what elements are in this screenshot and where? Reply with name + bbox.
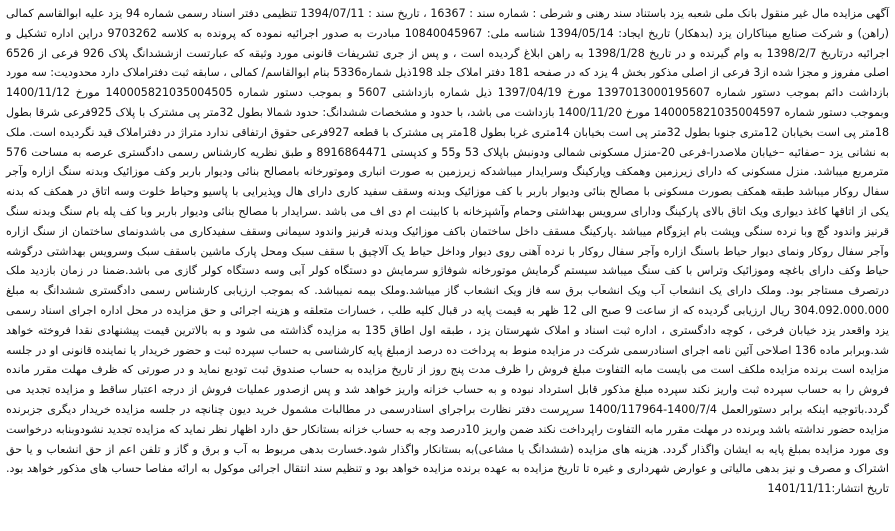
auction-notice-text: آگهی مزایده مال غیر منقول بانک ملی شعبه یزد باستناد سند رهنی و شرطی : شماره سند : 16367 ، تاریخ سند : 1394/07/11 تنظیمی دفتر اسناد رسمی شماره 94 یزد علیه ابوالقاسم کمالی (راهن) و شرکت صنایع میناکاران یزد (بدهکار) تاریخ ایجاد: 1394/05/14 شناسه ملی: 10840045967 مبادرت به صدور اجرائیه نموده که پرونده به کلاسه 9703262 دراین اداره تشکیل و اجرائیه درتاریخ 1398/2/7 به وام گیرنده و در تاریخ 1398/1/28 به راهن ابلاغ گردیده است ، و پس از جری تشریفات قانونی مورد وثیقه که عبارتست ازششدانگ پلاک 926 فرعی از 6526 اصلی مفروز و مجزا شده از3 فرعی از اصلی مذکور بخش 4 یزد که در صفحه 181 دفتر املاک جلد 198ذیل شماره5336 بنام ابوالقاسم/ کمالی ، سابقه ثبت دفتراملاک دارد محدودیت: سه مورد بازداشت دائم بموجب دستور شماره 1397013000195607 مورخ 1397/04/19 ذیل شماره بازداشتی 5607 و بموجب دستور شماره 140005821035004505 مورخ 1400/11/12 وبموجب دستور شماره 140005821035004597 مورخ 1400/11/20 بازداشت می باشد، با حدود و مشخصات ششدانگ: حدود شمالا بطول 32متر پی مشترک با پلاک 925فرعی شرقا بطول 18متر پی است بخیابان 12متری جنوبا بطول 32متر پی است بخیابان 14متری غربا بطول 18متر پی مشترک با قطعه 927فرعی حقوق ارتفاقی ندارد متراژ در دفتراملاک قید نگردیده است. ملک به نشانی یزد –صفائیه –خیابان ملاصدرا-فرعی 20-منزل مسکونی شمالی ودونبش باپلاک 53 و55 و کدپستی 8916864471 و طبق نظریه کارشناس رسمی دادگستری عرصه به مساحت 576 مترمربع میباشد. منزل مسکونی که دارای زیرزمین وهمکف وپارکینگ وسرایدار میباشدکه زیرزمین به صورت انباری وموتورخانه بامصالح بنائی ودیوار باربر وکف موزائیک وبدنه سنگ ازاره وآجر سفال روکار میباشد طبقه همکف بصورت مسکونی با مصالح بنائی ودیوار باربر با کف موزائیک وبدنه وسقف سفید کاری دارای هال وپذیرایی با پاسیو وحیاط خلوت وسه اتاق در همکف که بدنه یکی از اتاقها کاغذ دیواری ویک اتاق بالای پارکینگ ودارای سرویس بهداشتی وحمام وآشپزخانه با کابینت ام دی اف می باشد .سرایدار با مصالح بنائی ودیوار باربر وبا کف پله بام سنگ وبدنه سنگ قرنیز واندود گچ وبا نرده سنگی وپشت بام ایزوگام میباشد .پارکینگ مسقف داخل ساختمان باکف موزائیک وبدنه قرنیز واندود سیمانی وسقف سفیدکاری می باشدونمای ساختمان از سنگ ازاره وآجر سفال روکار ونمای دیوار حیاط باسنگ ازاره وآجر سفال روکار با نرده آهنی روی دیوار وداخل حیاط یک آلاچیق با سقف سبک ومحل پارک ماشین باسقف سبک وسرویس بهداشتی درگوشه حیاط وکف دارای باغچه وموزائیک وتراس با کف سنگ میباشد سیستم گرمایش موتورخانه شوفاژو سرمایش دو دستگاه کولر آبی وسه دستگاه کولر گازی می باشد.ضمنا در زمان بازدید ملک درتصرف مستاجر بود. وملک دارای یک انشعاب آب ویک انشعاب برق سه فاز ویک انشعاب گاز میباشد.وملک بیمه نمیباشد. که بموجب ارزیابی کارشناس رسمی دادگستری ششدانگ به مبلغ 304.092.000.000 ریال ارزیابی گردیده که از ساعت 9 صبح الی 12 ظهر به قیمت پایه در قبال کلیه طلب ، خسارات متعلقه و هزینه اجرائی و حق مزایده در محل اداره اجرای اسناد رسمی یزد واقعدر یزد خیابان فرخی ، کوچه دادگستری ، اداره ثبت اسناد و املاک شهرستان یزد ، طبقه اول اطاق 135 به مزایده گذاشته می شود و به بالاترین قیمت پیشنهادی نقدا فروخته خواهد شد.وبرابر ماده 136 اصلاحی آئین نامه اجرای اسنادرسمی شرکت در مزایده منوط به پرداخت ده درصد ازمبلغ پایه کارشناسی به حساب سپرده ثبت و حضور خریدار یا نماینده قانونی او در جلسه مزایده است برنده مزایده ملکف است می بایست مابه التفاوت مبلغ فروش را ظرف مدت پنج روز از تاریخ مزایده به حساب صندوق ثبت تودیع نماید و در صورتی که ظرف مهلت مقرر مانده فروش را به حساب سپرده ثبت واریز نکند سپرده مبلغ مذکور قابل استرداد نبوده و به حساب خزانه واریز خواهد شد و پس ازصدور عملیات فروش از درجه اعتبار ساقط و مزایده تجدید می گردد.باتوجیه اینکه برابر دستورالعمل 1400/7/4-1400/117964 سرپرست دفتر نظارت براجرای اسنادرسمی در مطالبات مشمول خرید دیون چنانچه در جلسه مزایده خریدار دیگری جزبرنده مزایده حضور نداشته باشد وبرنده در مهلت مقرر مابه التفاوت راپرداخت نکند ضمن واریز 10درصد وجه به حساب خزانه بستانکار حق دارد اظهار نظر نماید که مزایده تجدید نشودوبنابه درخواست وی مورد مزایده بمبلغ پایه به ایشان واگذار گردد. هزینه های مزایده (ششدانگ یا مشاعی)به بستانکار واگذار شود.خسارت بدهی مربوط به آب و برق و گاز و تلفن اعم از حق انشعاب و یا حق اشتراک و مصرف و نیز بدهی مالیاتی و عوارض شهرداری و غیره تا تاریخ مزایده به عهده برنده مزایده خواهد بود و تنظیم سند انتقال اجرائی موکول به ارائه مفاصا حساب های مذکور خواهد بود. تاریخ انتشار:1401/11/11 xyxy=(6,7,890,496)
